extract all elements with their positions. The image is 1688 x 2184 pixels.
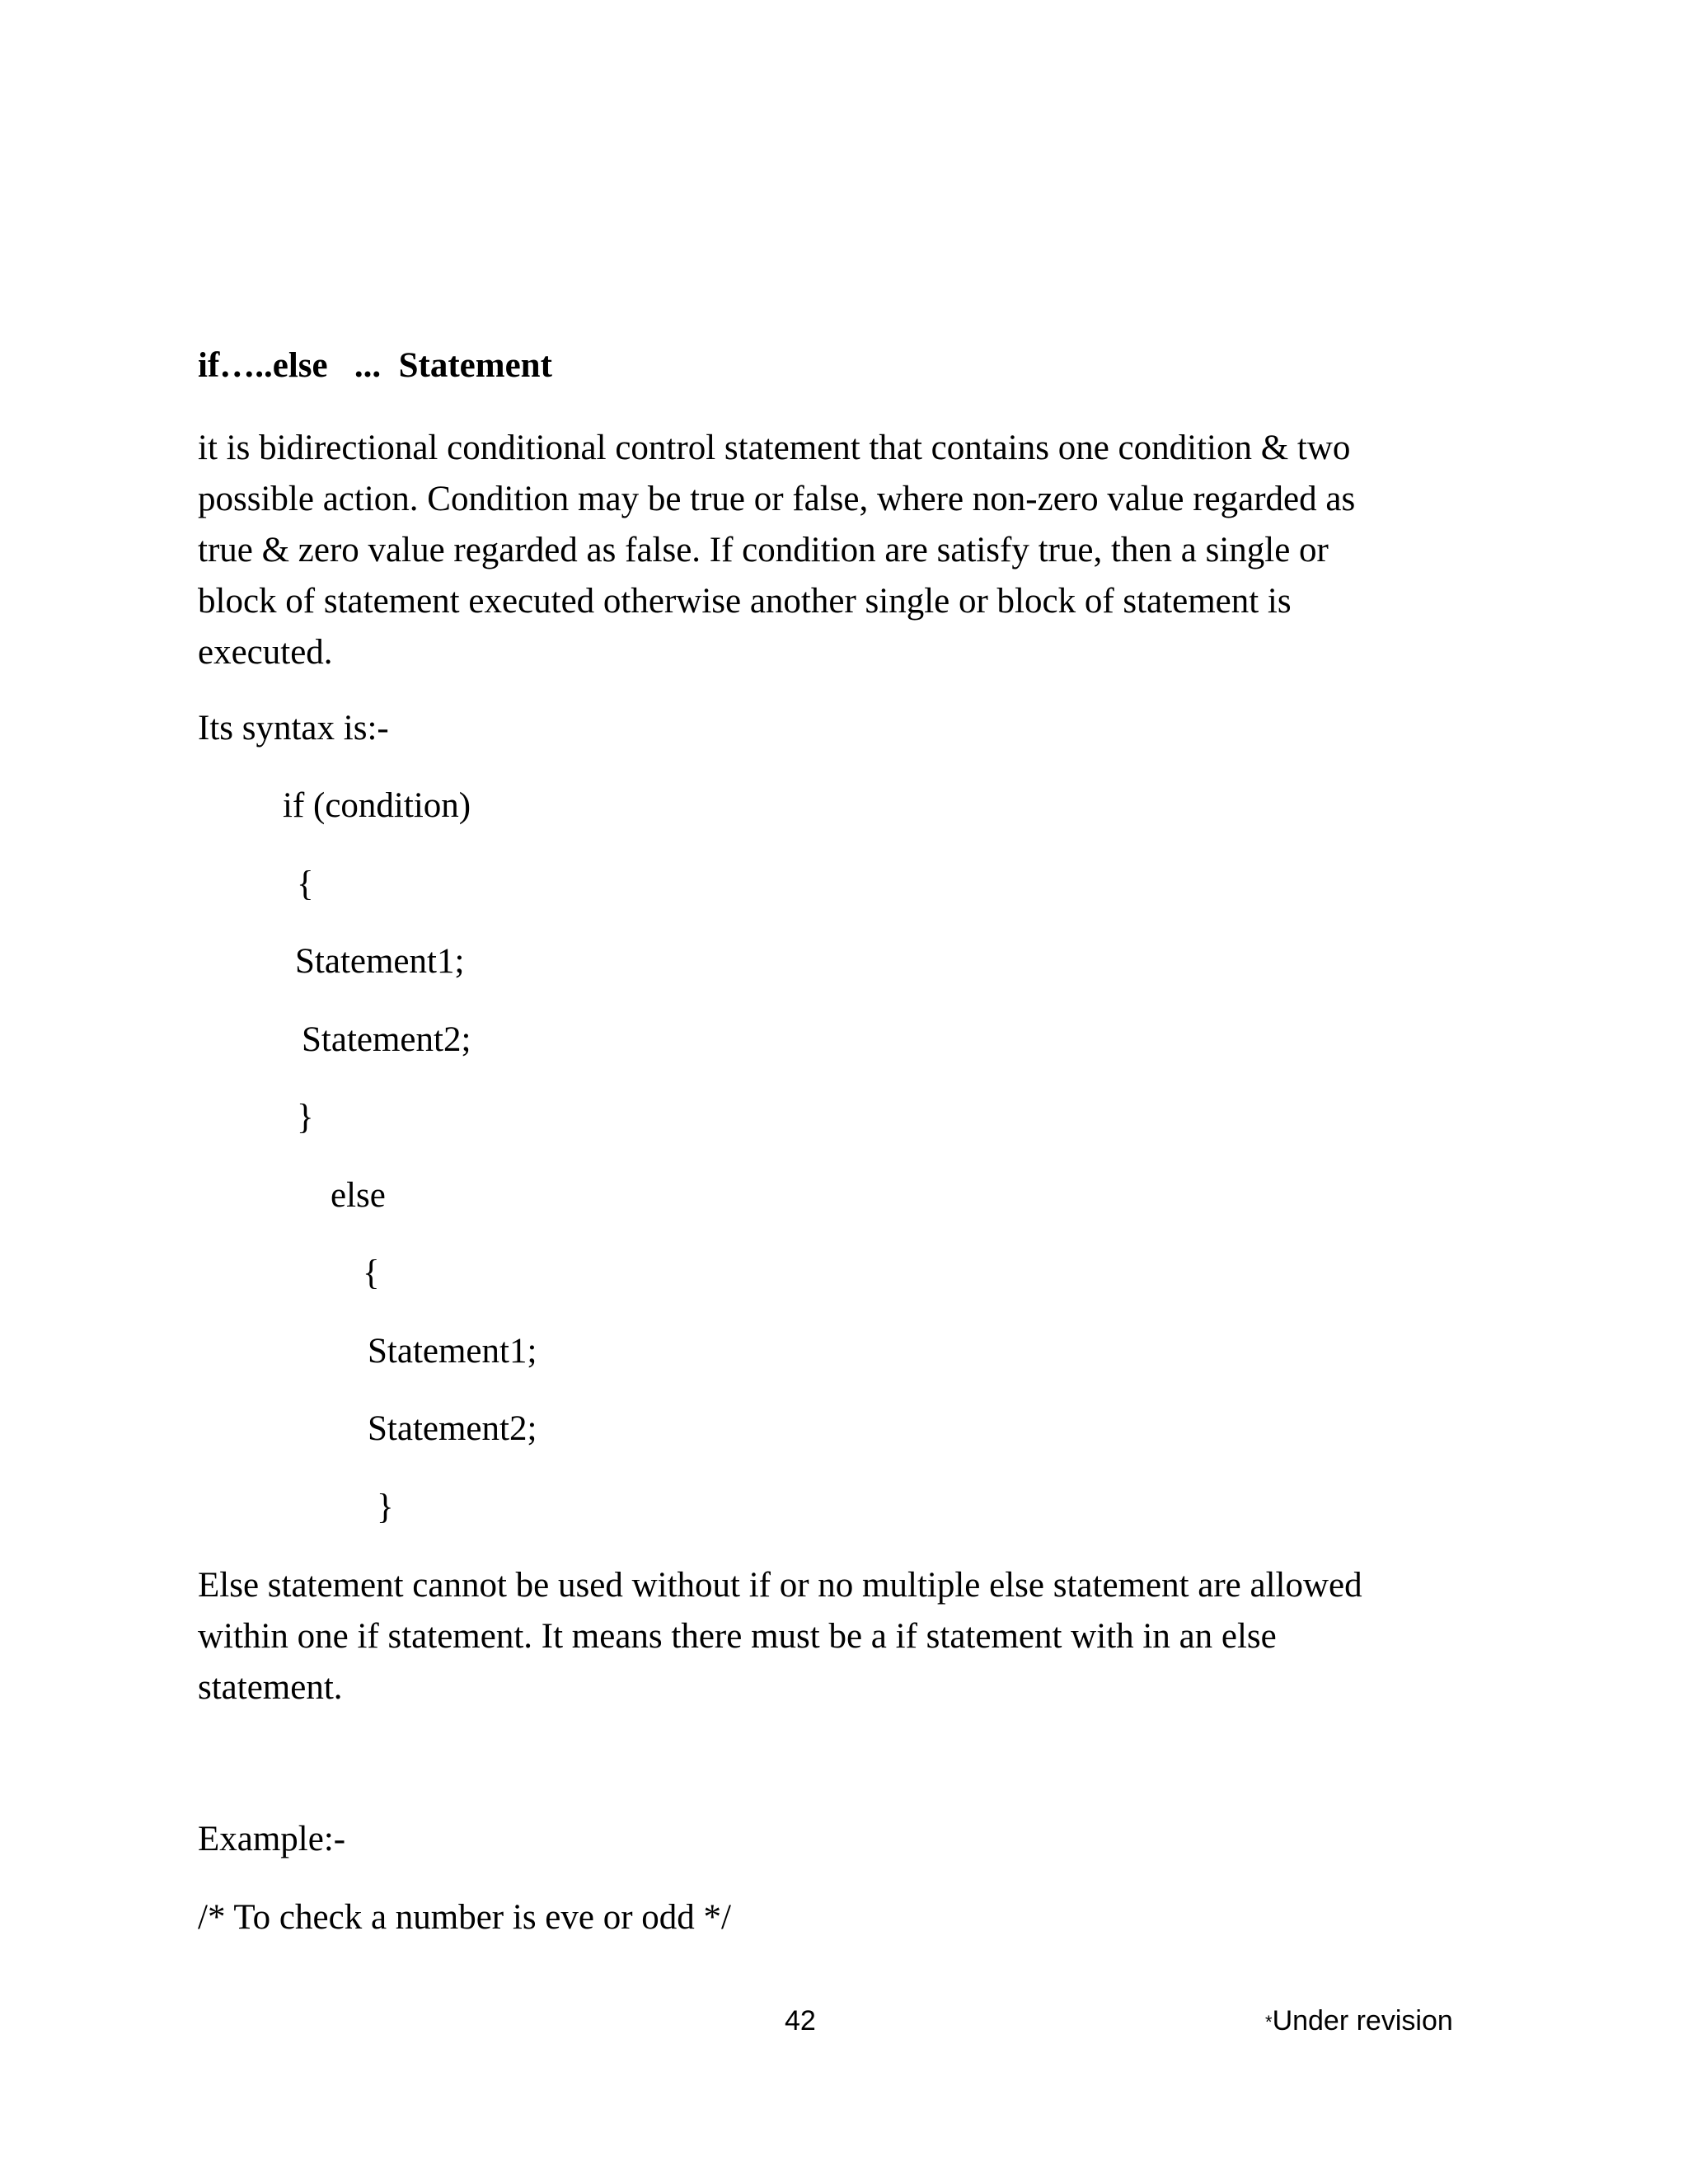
- code-line: {: [363, 1254, 380, 1292]
- code-line: Statement2;: [368, 1409, 537, 1448]
- example-label: Example:-: [198, 1820, 346, 1858]
- note-paragraph: [198, 1560, 1484, 1713]
- code-line: Statement1;: [368, 1332, 537, 1371]
- intro-line: possible action. Condition may be true or false, where non-zero value regarded as: [198, 480, 1356, 518]
- intro-line: block of statement executed otherwise another single or block of statement is: [198, 582, 1292, 621]
- code-line: if (condition): [283, 786, 471, 825]
- intro-paragraph: [198, 423, 1484, 678]
- note-line: within one if statement. It means there must be a if statement with in an else: [198, 1617, 1277, 1656]
- intro-line: true & zero value regarded as false. If condition are satisfy true, then a single or: [198, 531, 1329, 569]
- note-line: Else statement cannot be used without if or no multiple else statement are allowed: [198, 1566, 1362, 1605]
- asterisk: *: [1265, 2012, 1273, 2032]
- section-heading: if…..else ... Statement: [198, 346, 552, 385]
- revision-note: [1265, 2007, 1453, 2035]
- code-line: Statement2;: [302, 1020, 471, 1059]
- page-number: 42: [785, 2005, 816, 2036]
- code-line: Statement1;: [295, 942, 465, 981]
- code-line: }: [297, 1098, 314, 1137]
- intro-line: it is bidirectional conditional control statement that contains one condition & two: [198, 429, 1351, 467]
- code-line: {: [297, 865, 314, 903]
- syntax-label: Its syntax is:-: [198, 709, 389, 748]
- revision-note-text: Under revision: [1272, 2005, 1453, 2036]
- code-line: else: [331, 1176, 386, 1215]
- code-line: }: [377, 1488, 394, 1526]
- example-comment: /* To check a number is eve or odd */: [198, 1898, 731, 1937]
- note-line: statement.: [198, 1668, 343, 1707]
- intro-line: executed.: [198, 633, 333, 672]
